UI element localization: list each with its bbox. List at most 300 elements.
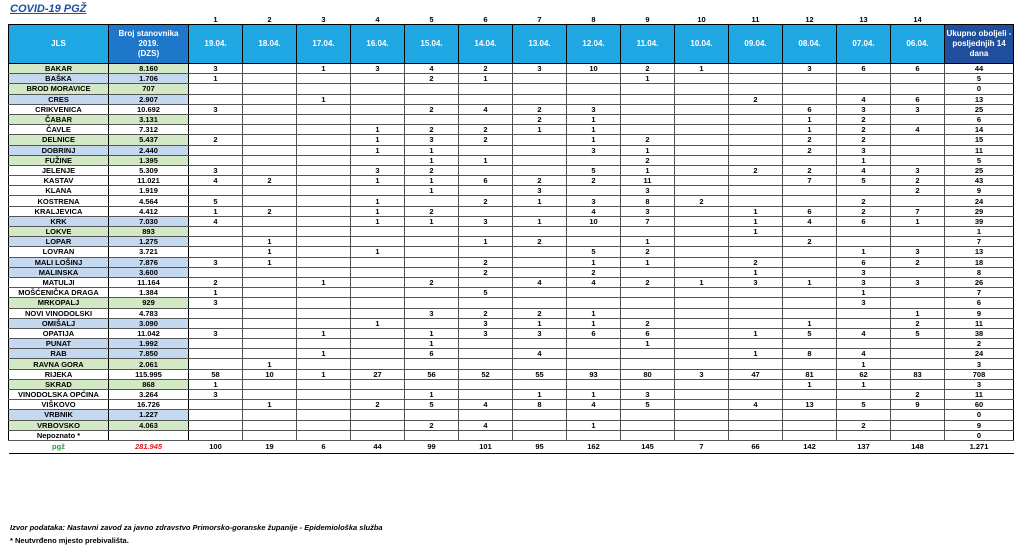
case-count-cell (243, 74, 297, 84)
case-count-cell: 2 (729, 257, 783, 267)
summary-population: 281.945 (109, 440, 189, 453)
case-count-cell (513, 84, 567, 94)
population-cell: 8.160 (109, 64, 189, 74)
case-count-cell (243, 308, 297, 318)
case-count-cell (675, 308, 729, 318)
case-count-cell (297, 237, 351, 247)
population-header: Broj stanovnika 2019. (DZS) (109, 25, 189, 64)
case-count-cell: 5 (837, 176, 891, 186)
case-count-cell (243, 104, 297, 114)
row-total-cell: 9 (945, 308, 1014, 318)
table-row (9, 104, 1014, 114)
case-count-cell (837, 318, 891, 328)
row-total-cell: 14 (945, 125, 1014, 135)
case-count-cell (459, 359, 513, 369)
jls-name-cell: MALI LOŠINJ (9, 257, 109, 267)
jls-name-cell: CRES (9, 94, 109, 104)
case-count-cell (621, 94, 675, 104)
population-cell: 11.042 (109, 328, 189, 338)
case-count-cell: 4 (513, 277, 567, 287)
row-total-cell: 11 (945, 145, 1014, 155)
case-count-cell: 3 (513, 186, 567, 196)
jls-name-cell: RIJEKA (9, 369, 109, 379)
case-count-cell (891, 227, 945, 237)
case-count-cell (351, 308, 405, 318)
case-count-cell (675, 400, 729, 410)
case-count-cell (729, 145, 783, 155)
case-count-cell (513, 267, 567, 277)
case-count-cell: 4 (783, 216, 837, 226)
case-count-cell (567, 94, 621, 104)
case-count-cell: 58 (189, 369, 243, 379)
case-count-cell (621, 84, 675, 94)
date-header: 10.04. (675, 25, 729, 64)
summary-row (9, 440, 1014, 453)
summary-cell: 162 (567, 440, 621, 453)
summary-cell: 19 (243, 440, 297, 453)
table-row (9, 288, 1014, 298)
case-count-cell (351, 339, 405, 349)
case-count-cell: 5 (189, 196, 243, 206)
jls-name-cell: FUŽINE (9, 155, 109, 165)
case-count-cell (729, 155, 783, 165)
case-count-cell (297, 216, 351, 226)
population-cell: 2.440 (109, 145, 189, 155)
table-body (9, 64, 1014, 441)
col-number: 3 (321, 14, 326, 24)
col-number: 6 (483, 14, 488, 24)
case-count-cell: 7 (783, 176, 837, 186)
case-count-cell (567, 74, 621, 84)
col-number: 13 (859, 14, 868, 24)
jls-name-cell: RAVNA GORA (9, 359, 109, 369)
case-count-cell (243, 165, 297, 175)
case-count-cell: 3 (621, 390, 675, 400)
case-count-cell: 4 (459, 420, 513, 430)
case-count-cell: 2 (837, 196, 891, 206)
col-number: 2 (267, 14, 272, 24)
case-count-cell (729, 298, 783, 308)
case-count-cell (351, 390, 405, 400)
case-count-cell: 4 (837, 349, 891, 359)
population-cell: 2.907 (109, 94, 189, 104)
case-count-cell: 13 (783, 400, 837, 410)
case-count-cell (189, 339, 243, 349)
case-count-cell (621, 104, 675, 114)
case-count-cell (783, 257, 837, 267)
case-count-cell (459, 379, 513, 389)
case-count-cell: 2 (621, 135, 675, 145)
col-number: 7 (537, 14, 542, 24)
case-count-cell: 1 (567, 257, 621, 267)
case-count-cell (783, 359, 837, 369)
case-count-cell (891, 135, 945, 145)
case-count-cell (351, 430, 405, 440)
case-count-cell (189, 237, 243, 247)
case-count-cell (189, 125, 243, 135)
case-count-cell: 3 (513, 64, 567, 74)
jls-name-cell: BAŠKA (9, 74, 109, 84)
case-count-cell (297, 125, 351, 135)
case-count-cell (891, 379, 945, 389)
jls-name-cell: OMIŠALJ (9, 318, 109, 328)
row-total-cell: 6 (945, 298, 1014, 308)
row-total-cell: 25 (945, 104, 1014, 114)
case-count-cell (729, 359, 783, 369)
case-count-cell: 2 (405, 165, 459, 175)
col-number: 8 (591, 14, 596, 24)
case-count-cell: 5 (837, 400, 891, 410)
case-count-cell (351, 328, 405, 338)
case-count-cell (837, 186, 891, 196)
case-count-cell: 1 (405, 186, 459, 196)
case-count-cell (729, 176, 783, 186)
table-row (9, 216, 1014, 226)
case-count-cell: 1 (783, 114, 837, 124)
row-total-cell: 39 (945, 216, 1014, 226)
jls-name-cell: DELNICE (9, 135, 109, 145)
population-cell: 4.412 (109, 206, 189, 216)
case-count-cell: 1 (567, 420, 621, 430)
date-header: 14.04. (459, 25, 513, 64)
case-count-cell: 3 (783, 64, 837, 74)
jls-name-cell: KRK (9, 216, 109, 226)
case-count-cell: 2 (405, 206, 459, 216)
case-count-cell (297, 257, 351, 267)
case-count-cell (189, 400, 243, 410)
case-count-cell (297, 114, 351, 124)
case-count-cell (405, 379, 459, 389)
case-count-cell (243, 125, 297, 135)
case-count-cell: 2 (783, 135, 837, 145)
case-count-cell (189, 114, 243, 124)
case-count-cell (729, 308, 783, 318)
case-count-cell: 2 (783, 145, 837, 155)
case-count-cell: 2 (675, 196, 729, 206)
table-row (9, 145, 1014, 155)
row-total-cell: 7 (945, 237, 1014, 247)
case-count-cell (297, 390, 351, 400)
table-row (9, 420, 1014, 430)
case-count-cell: 4 (189, 216, 243, 226)
case-count-cell (459, 186, 513, 196)
summary-cell: 44 (351, 440, 405, 453)
case-count-cell: 1 (675, 277, 729, 287)
case-count-cell (783, 390, 837, 400)
case-count-cell: 2 (405, 74, 459, 84)
case-count-cell: 1 (297, 369, 351, 379)
case-count-cell (837, 339, 891, 349)
table-row (9, 176, 1014, 186)
case-count-cell: 4 (837, 165, 891, 175)
jls-name-cell: JELENJE (9, 165, 109, 175)
case-count-cell (567, 84, 621, 94)
case-count-cell (243, 216, 297, 226)
case-count-cell (675, 420, 729, 430)
case-count-cell: 1 (243, 400, 297, 410)
case-count-cell (621, 430, 675, 440)
case-count-cell (459, 277, 513, 287)
case-count-cell (297, 135, 351, 145)
date-header: 08.04. (783, 25, 837, 64)
row-total-cell: 9 (945, 186, 1014, 196)
summary-cell: 95 (513, 440, 567, 453)
case-count-cell (891, 196, 945, 206)
case-count-cell (837, 227, 891, 237)
table-row (9, 339, 1014, 349)
case-count-cell (675, 257, 729, 267)
case-count-cell (567, 410, 621, 420)
case-count-cell (513, 247, 567, 257)
case-count-cell (297, 74, 351, 84)
date-header: 12.04. (567, 25, 621, 64)
case-count-cell: 6 (783, 206, 837, 216)
case-count-cell (891, 155, 945, 165)
case-count-cell: 2 (837, 125, 891, 135)
summary-cell: 100 (189, 440, 243, 453)
case-count-cell (675, 145, 729, 155)
case-count-cell (891, 298, 945, 308)
case-count-cell (675, 227, 729, 237)
case-count-cell: 2 (459, 125, 513, 135)
case-count-cell: 1 (621, 145, 675, 155)
case-count-cell (459, 206, 513, 216)
case-count-cell: 2 (405, 277, 459, 287)
case-count-cell (783, 288, 837, 298)
case-count-cell (297, 84, 351, 94)
case-count-cell: 3 (729, 277, 783, 287)
case-count-cell: 2 (621, 277, 675, 287)
row-total-cell: 6 (945, 114, 1014, 124)
table-row (9, 74, 1014, 84)
case-count-cell (675, 206, 729, 216)
case-count-cell: 3 (891, 277, 945, 287)
case-count-cell (729, 84, 783, 94)
case-count-cell (351, 84, 405, 94)
case-count-cell: 1 (837, 359, 891, 369)
row-total-cell: 0 (945, 84, 1014, 94)
table-row (9, 390, 1014, 400)
case-count-cell: 4 (891, 125, 945, 135)
case-count-cell: 93 (567, 369, 621, 379)
jls-name-cell: CRIKVENICA (9, 104, 109, 114)
case-count-cell (189, 94, 243, 104)
case-count-cell (351, 420, 405, 430)
population-cell: 1.227 (109, 410, 189, 420)
case-count-cell: 1 (351, 196, 405, 206)
table-row (9, 318, 1014, 328)
population-cell: 1.275 (109, 237, 189, 247)
case-count-cell (837, 430, 891, 440)
case-count-cell: 1 (837, 288, 891, 298)
case-count-cell: 4 (459, 104, 513, 114)
case-count-cell (513, 420, 567, 430)
case-count-cell: 5 (405, 400, 459, 410)
case-count-cell (459, 390, 513, 400)
case-count-cell (297, 359, 351, 369)
case-count-cell (675, 288, 729, 298)
case-count-cell: 3 (189, 298, 243, 308)
summary-total: 1.271 (945, 440, 1014, 453)
case-count-cell: 2 (621, 318, 675, 328)
case-count-cell: 6 (405, 349, 459, 359)
case-count-cell (513, 145, 567, 155)
jls-name-cell: KASTAV (9, 176, 109, 186)
case-count-cell (567, 359, 621, 369)
case-count-cell: 1 (297, 94, 351, 104)
row-total-cell: 60 (945, 400, 1014, 410)
case-count-cell (891, 237, 945, 247)
case-count-cell: 1 (513, 318, 567, 328)
case-count-cell (189, 145, 243, 155)
case-count-cell (243, 267, 297, 277)
case-count-cell: 56 (405, 369, 459, 379)
case-count-cell (297, 308, 351, 318)
table-row (9, 349, 1014, 359)
date-header: 13.04. (513, 25, 567, 64)
population-cell: 16.726 (109, 400, 189, 410)
case-count-cell (513, 135, 567, 145)
population-cell: 7.312 (109, 125, 189, 135)
case-count-cell (729, 379, 783, 389)
case-count-cell: 3 (837, 298, 891, 308)
table-row (9, 430, 1014, 440)
case-count-cell: 1 (351, 135, 405, 145)
case-count-cell (297, 104, 351, 114)
case-count-cell (567, 288, 621, 298)
case-count-cell: 2 (513, 237, 567, 247)
jls-name-cell: PUNAT (9, 339, 109, 349)
population-cell: 1.992 (109, 339, 189, 349)
case-count-cell (783, 227, 837, 237)
case-count-cell: 1 (297, 328, 351, 338)
case-count-cell: 1 (567, 114, 621, 124)
case-count-cell: 1 (783, 125, 837, 135)
row-total-cell: 5 (945, 155, 1014, 165)
case-count-cell (783, 267, 837, 277)
case-count-cell (675, 349, 729, 359)
case-count-cell (297, 165, 351, 175)
table-row (9, 257, 1014, 267)
row-total-cell: 1 (945, 227, 1014, 237)
case-count-cell (189, 410, 243, 420)
case-count-cell (837, 308, 891, 318)
row-total-cell: 38 (945, 328, 1014, 338)
case-count-cell: 3 (837, 104, 891, 114)
case-count-cell (297, 206, 351, 216)
jls-header: JLS (9, 25, 109, 64)
row-total-cell: 8 (945, 267, 1014, 277)
case-count-cell: 1 (351, 125, 405, 135)
case-count-cell (621, 125, 675, 135)
table-row (9, 114, 1014, 124)
jls-name-cell: LOKVE (9, 227, 109, 237)
case-count-cell: 8 (621, 196, 675, 206)
summary-cell: 7 (675, 440, 729, 453)
case-count-cell (891, 430, 945, 440)
case-count-cell: 52 (459, 369, 513, 379)
case-count-cell: 6 (621, 328, 675, 338)
case-count-cell: 2 (837, 206, 891, 216)
case-count-cell: 4 (567, 400, 621, 410)
case-count-cell (243, 155, 297, 165)
case-count-cell: 1 (189, 379, 243, 389)
case-count-cell: 1 (459, 237, 513, 247)
case-count-cell: 3 (891, 247, 945, 257)
table-row (9, 227, 1014, 237)
case-count-cell (297, 196, 351, 206)
case-count-cell (513, 257, 567, 267)
case-count-cell: 3 (189, 328, 243, 338)
case-count-cell: 1 (837, 247, 891, 257)
jls-name-cell: KRALJEVICA (9, 206, 109, 216)
summary-label: pgž (9, 440, 109, 453)
case-count-cell (729, 339, 783, 349)
table-row (9, 155, 1014, 165)
case-count-cell (783, 155, 837, 165)
case-count-cell (351, 267, 405, 277)
case-count-cell: 1 (405, 145, 459, 155)
case-count-cell: 4 (513, 349, 567, 359)
row-total-cell: 18 (945, 257, 1014, 267)
case-count-cell (729, 104, 783, 114)
case-count-cell (459, 165, 513, 175)
case-count-cell (189, 247, 243, 257)
table-row (9, 237, 1014, 247)
case-count-cell (405, 237, 459, 247)
table-row (9, 64, 1014, 74)
source-note: Izvor podataka: Nastavni zavod za javno zdravstvo Primorsko-goranske županije - Epidemiološka služba (10, 523, 383, 532)
case-count-cell (783, 339, 837, 349)
case-count-cell (675, 247, 729, 257)
case-count-cell (891, 410, 945, 420)
case-count-cell: 3 (837, 145, 891, 155)
case-count-cell (243, 410, 297, 420)
case-count-cell (837, 84, 891, 94)
case-count-cell (729, 247, 783, 257)
case-count-cell (891, 288, 945, 298)
case-count-cell (297, 288, 351, 298)
table-row (9, 328, 1014, 338)
case-count-cell (837, 410, 891, 420)
case-count-cell (675, 379, 729, 389)
case-count-cell: 5 (459, 288, 513, 298)
case-count-cell (783, 430, 837, 440)
case-count-cell (675, 328, 729, 338)
population-cell: 3.721 (109, 247, 189, 257)
case-count-cell (351, 298, 405, 308)
case-count-cell: 2 (837, 420, 891, 430)
col-number: 5 (429, 14, 434, 24)
case-count-cell: 1 (405, 176, 459, 186)
case-count-cell (351, 288, 405, 298)
case-count-cell (459, 84, 513, 94)
case-count-cell: 2 (189, 277, 243, 287)
row-total-cell: 11 (945, 318, 1014, 328)
case-count-cell (783, 196, 837, 206)
case-count-cell (405, 114, 459, 124)
case-count-cell: 81 (783, 369, 837, 379)
case-count-cell (621, 359, 675, 369)
case-count-cell (513, 94, 567, 104)
case-count-cell: 3 (189, 257, 243, 267)
case-count-cell (189, 359, 243, 369)
table-row (9, 84, 1014, 94)
table-row (9, 247, 1014, 257)
case-count-cell: 2 (351, 400, 405, 410)
case-count-cell (783, 308, 837, 318)
case-count-cell (189, 430, 243, 440)
